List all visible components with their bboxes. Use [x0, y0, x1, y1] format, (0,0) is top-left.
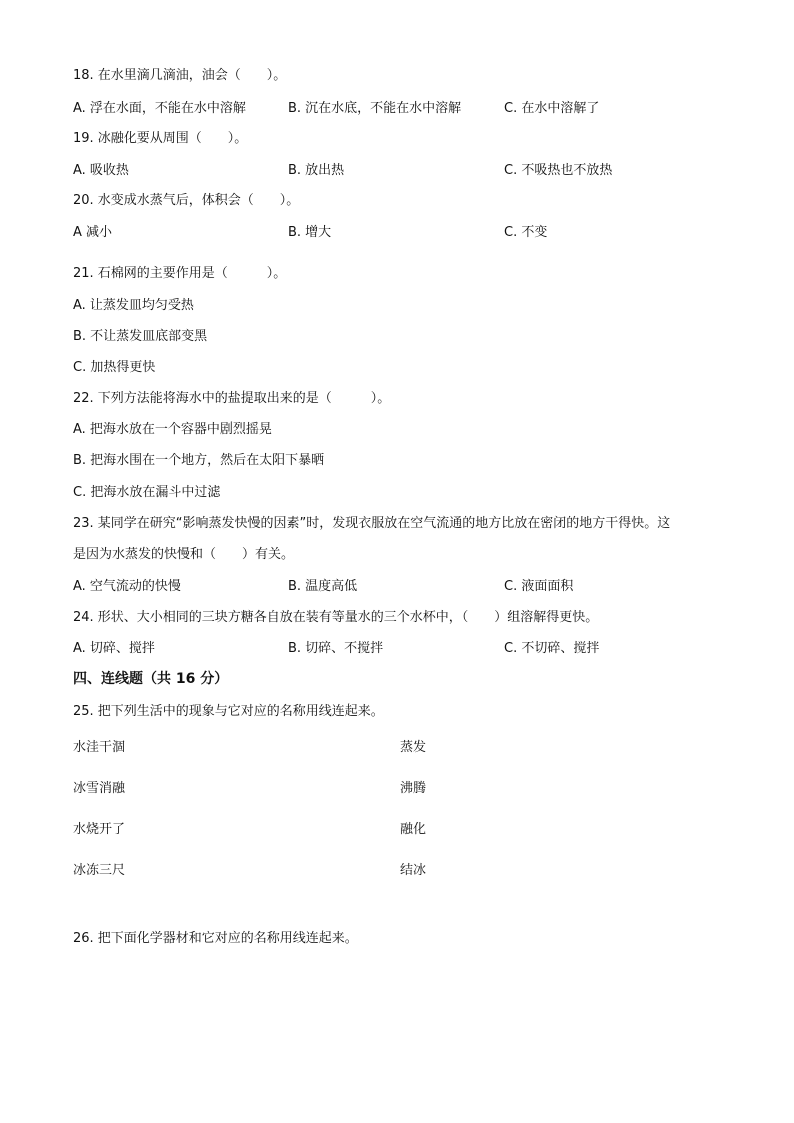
q18-option-a: A. 浮在水面，不能在水中溶解	[73, 101, 246, 116]
q19-option-c: C. 不吸热也不放热	[504, 163, 613, 178]
question-21-stem: 21. 石棉网的主要作用是（ ）。	[73, 266, 287, 281]
q23-option-a: A. 空气流动的快慢	[73, 579, 181, 594]
section-title: 四、连线题（共 16 分）	[73, 671, 229, 687]
matching-right-item: 沸腾	[400, 781, 427, 796]
matching-left-item: 水烧开了	[73, 822, 126, 837]
q21-option-b: B. 不让蒸发皿底部变黑	[73, 329, 208, 344]
question-24-stem: 24. 形状、大小相同的三块方糖各自放在装有等量水的三个水杯中，（ ）组溶解得更快。	[73, 610, 599, 625]
question-26-stem: 26. 把下面化学器材和它对应的名称用线连起来。	[73, 931, 358, 946]
question-19-stem: 19. 冰融化要从周围（ ）。	[73, 131, 248, 146]
q24-option-b: B. 切碎、不搅拌	[288, 641, 384, 656]
q20-option-b: B. 增大	[288, 225, 332, 240]
question-23-stem-line1: 23. 某同学在研究“影响蒸发快慢的因素”时，发现衣服放在空气流通的地方比放在密闭的地方干得快。这	[73, 516, 671, 531]
matching-left-item: 冰雪消融	[73, 781, 126, 796]
question-20-stem: 20. 水变成水蒸气后，体积会（ ）。	[73, 193, 300, 208]
q23-option-c: C. 液面面积	[504, 579, 574, 594]
q24-option-a: A. 切碎、搅拌	[73, 641, 155, 656]
matching-left-item: 水洼干涸	[73, 740, 126, 755]
matching-left-item: 冰冻三尺	[73, 863, 126, 878]
question-18-options	[73, 100, 733, 118]
q22-option-a: A. 把海水放在一个容器中剧烈摇晃	[73, 422, 272, 437]
question-20-options	[73, 224, 733, 242]
q22-option-b: B. 把海水围在一个地方，然后在太阳下暴晒	[73, 453, 325, 468]
q21-option-a: A. 让蒸发皿均匀受热	[73, 298, 194, 313]
matching-right-item: 融化	[400, 822, 427, 837]
question-24-options	[73, 640, 733, 658]
q19-option-b: B. 放出热	[288, 163, 345, 178]
question-23-stem-line2: 是因为水蒸发的快慢和（ ）有关。	[73, 547, 295, 562]
q24-option-c: C. 不切碎、搅拌	[504, 641, 600, 656]
q22-option-c: C. 把海水放在漏斗中过滤	[73, 485, 221, 500]
question-25-stem: 25. 把下列生活中的现象与它对应的名称用线连起来。	[73, 704, 384, 719]
q20-option-a: A 减小	[73, 225, 113, 240]
q21-option-c: C. 加热得更快	[73, 360, 156, 375]
matching-right-item: 蒸发	[400, 740, 427, 755]
q23-option-b: B. 温度高低	[288, 579, 358, 594]
question-19-options	[73, 162, 733, 180]
question-18-stem: 18. 在水里滴几滴油，油会（ ）。	[73, 68, 287, 83]
q18-option-b: B. 沉在水底，不能在水中溶解	[288, 101, 462, 116]
q18-option-c: C. 在水中溶解了	[504, 101, 600, 116]
matching-right-item: 结冰	[400, 863, 427, 878]
q20-option-c: C. 不变	[504, 225, 548, 240]
question-22-stem: 22. 下列方法能将海水中的盐提取出来的是（ ）。	[73, 391, 391, 406]
q19-option-a: A. 吸收热	[73, 163, 129, 178]
question-23-options	[73, 578, 733, 596]
